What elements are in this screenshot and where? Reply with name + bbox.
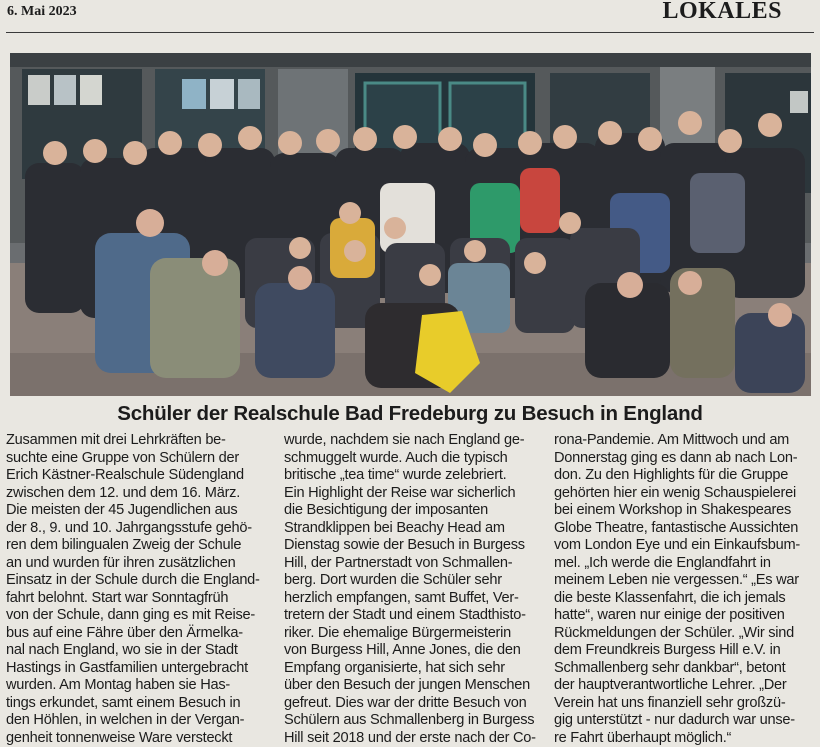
article-text-line: Verein hat uns finanziell sehr großzü- [554, 695, 819, 713]
article-text-line: hatte“, waren nur einige der positiven [554, 607, 819, 625]
article-text-line: Ein Highlight der Reise war sicherlich [284, 485, 549, 503]
article-text-line: Schülern aus Schmallenberg in Burgess [284, 712, 549, 730]
article-text-line: Erich Kästner-Realschule Südengland [6, 467, 271, 485]
article-text-line: Hastings in Gastfamilien untergebracht [6, 660, 271, 678]
article-text-line: herzlich empfangen, samt Buffet, Ver- [284, 590, 549, 608]
article-text-line: rona-Pandemie. Am Mittwoch und am [554, 432, 819, 450]
article-text-line: die Besichtigung der imposanten [284, 502, 549, 520]
article-text-line: nal nach England, wo sie in der Stadt [6, 642, 271, 660]
section-title: LOKALES [662, 0, 782, 25]
article-text-line: den Höhlen, in welchen in der Vergan- [6, 712, 271, 730]
article-column-1 [6, 432, 271, 747]
article-text-line: der 8., 9. und 10. Jahrgangsstufe gehö- [6, 520, 271, 538]
article-text-line: von der Schule, dann ging es mit Reise- [6, 607, 271, 625]
article-text-line: dem Freundkreis Burgess Hill e.V. in [554, 642, 819, 660]
article-text-line: Hill, der Partnerstadt von Schmallen- [284, 555, 549, 573]
article-text-line: Zusammen mit drei Lehrkräften be- [6, 432, 271, 450]
article-text-line: Strandklippen bei Beachy Head am [284, 520, 549, 538]
issue-date: 6. Mai 2023 [7, 4, 77, 20]
header-rule [6, 32, 814, 33]
article-text-line: schmuggelt wurde. Auch die typisch [284, 450, 549, 468]
article-text-line: die beste Klassenfahrt, die ich jemals [554, 590, 819, 608]
page-header [0, 0, 820, 40]
article-text-line: Einsatz in der Schule durch die England- [6, 572, 271, 590]
article-text-line: Empfang organisierte, hat sich sehr [284, 660, 549, 678]
article-text-line: ren dem bilingualen Zweig der Schule [6, 537, 271, 555]
article-text-line: der hauptverantwortliche Lehrer. „Der [554, 677, 819, 695]
article-text-line: riker. Die ehemalige Bürgermeisterin [284, 625, 549, 643]
article-text-line: tretern der Stadt und einem Stadthisto- [284, 607, 549, 625]
article-text-line: wurde, nachdem sie nach England ge- [284, 432, 549, 450]
article-text-line: fahrt belohnt. Start war Sonntagfrüh [6, 590, 271, 608]
article-text-line: gefreut. Dies war der dritte Besuch von [284, 695, 549, 713]
article-text-line: gig unterstützt - nur dadurch war unse- [554, 712, 819, 730]
article-text-line: Dienstag sowie der Besuch in Burgess [284, 537, 549, 555]
article-text-line: suchte eine Gruppe von Schülern der [6, 450, 271, 468]
article-text-line: mel. „Ich werde die Englandfahrt in [554, 555, 819, 573]
article-text-line: Rückmeldungen der Schüler. „Wir sind [554, 625, 819, 643]
article-headline: Schüler der Realschule Bad Fredeburg zu Besuch in England [0, 402, 820, 426]
article-text-line: re Fahrt überhaupt möglich.“ [554, 730, 819, 747]
article-text-line: Donnerstag ging es dann ab nach Lon- [554, 450, 819, 468]
article-text-line: bei einem Workshop in Shakespeares [554, 502, 819, 520]
article-text-line: meinem Leben nie vergessen.“ „Es war [554, 572, 819, 590]
article-column-2 [284, 432, 549, 747]
article-text-line: vom London Eye und ein Einkaufsbum- [554, 537, 819, 555]
article-text-line: wurden. Am Montag haben sie Has- [6, 677, 271, 695]
article-text-line: genheit tonnenweise Ware versteckt [6, 730, 271, 747]
article-text-line: don. Zu den Highlights für die Gruppe [554, 467, 819, 485]
article-text-line: bus auf eine Fähre über den Ärmelka- [6, 625, 271, 643]
article-text-line: von Burgess Hill, Anne Jones, die den [284, 642, 549, 660]
article-text-line: Schmallenberg sehr dankbar“, betont [554, 660, 819, 678]
article-text-line: berg. Dort wurden die Schüler sehr [284, 572, 549, 590]
article-text-line: Globe Theatre, fantastische Aussichten [554, 520, 819, 538]
article-text-line: gehörten hier ein wenig Schauspielerei [554, 485, 819, 503]
article-column-3 [554, 432, 819, 747]
article-text-line: über den Besuch der jungen Menschen [284, 677, 549, 695]
article-text-line: zwischen dem 12. und dem 16. März. [6, 485, 271, 503]
article-text-line: tings erkundet, samt einem Besuch in [6, 695, 271, 713]
article-text-line: Hill seit 2018 und der erste nach der Co- [284, 730, 549, 747]
article-text-line: britische „tea time“ wurde zelebriert. [284, 467, 549, 485]
group-photo-illustration [10, 53, 811, 396]
group-photo [10, 53, 811, 396]
article-text-line: Die meisten der 45 Jugendlichen aus [6, 502, 271, 520]
article-text-line: an und wurden für ihren zusätzlichen [6, 555, 271, 573]
